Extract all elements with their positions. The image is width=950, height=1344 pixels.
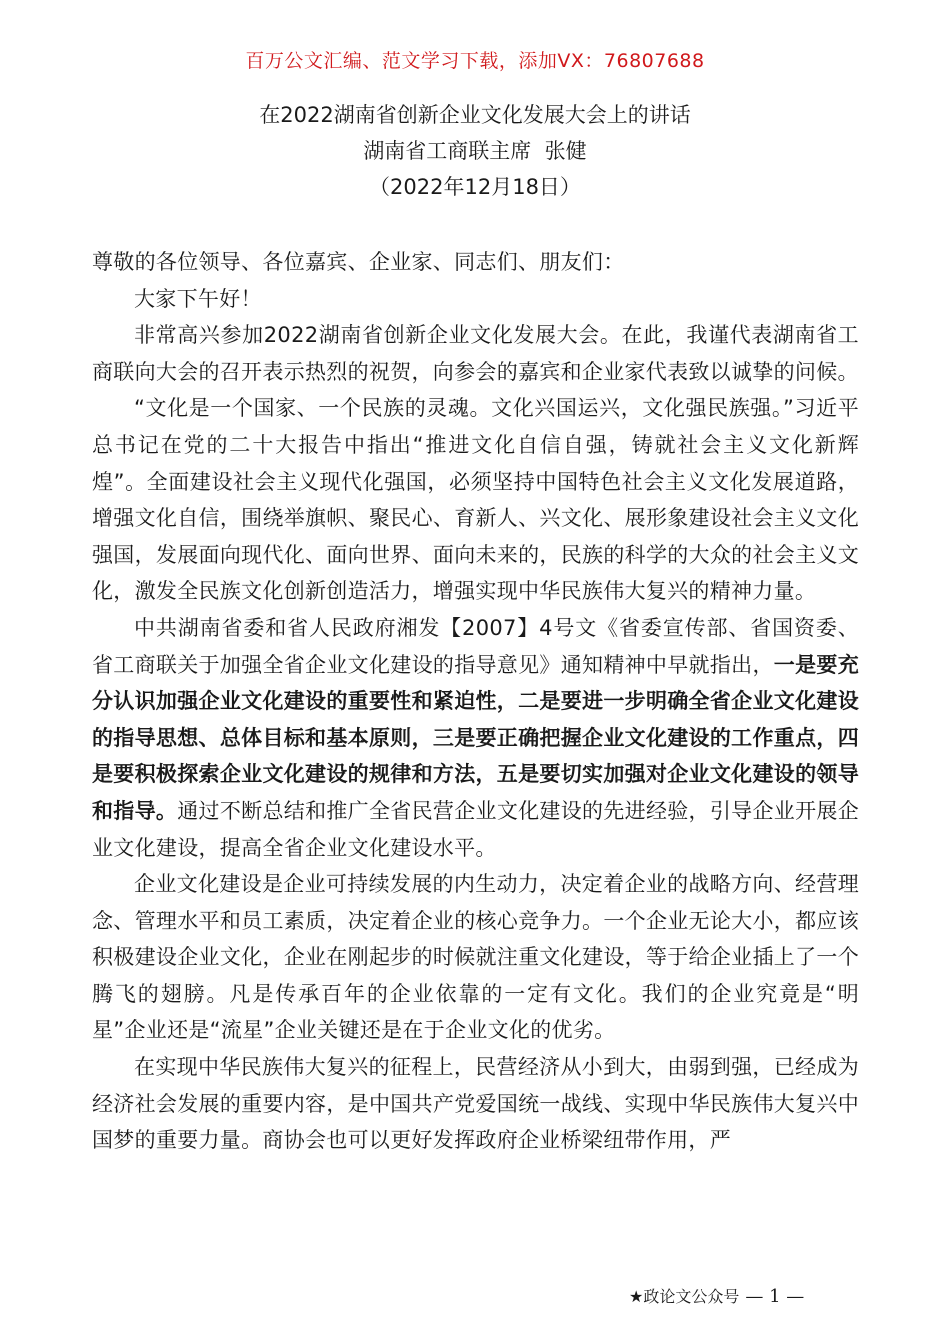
speaker-line: 湖南省工商联主席 张健: [363, 139, 587, 163]
paragraph-3-key-points: 一是要充分认识加强企业文化建设的重要性和紧迫性，二是要进一步明确全省企业文化建设的指导思想、总体目标和基本原则，三是要正确把握企业文化建设的工作重点，四是要积极探索企业文化建设的规律和方法，五是要切实加强对企业文化建设的领导和指导。: [92, 652, 859, 823]
page-number: — 1 —: [745, 1286, 805, 1307]
paragraph-4: 企业文化建设是企业可持续发展的内生动力，决定着企业的战略方向、经营理念、管理水平和员工素质，决定着企业的核心竞争力。一个企业无论大小，都应该积极建设企业文化，企业在刚起步的时候就注重文化建设，等于给企业插上了一个腾飞的翅膀。凡是传承百年的企业依靠的一定有文化。我们的企业究竟是“明星”企业还是“流星”企业关键还是在于企业文化的优劣。: [92, 872, 859, 1043]
speech-date: （2022年12月18日）: [369, 175, 581, 199]
watermark-banner: 百万公文汇编、范文学习下载，添加VX：76807688: [245, 50, 705, 72]
speech-title: 在2022湖南省创新企业文化发展大会上的讲话: [259, 103, 691, 127]
paragraph-3-conclusion: 通过不断总结和推广全省民营企业文化建设的先进经验，引导企业开展企业文化建设，提高全省企业文化建设水平。: [92, 798, 859, 860]
greeting: 大家下午好！: [134, 286, 262, 311]
paragraph-2: “文化是一个国家、一个民族的灵魂。文化兴国运兴，文化强民族强。”习近平总书记在党的二十大报告中指出“推进文化自信自强，铸就社会主义文化新辉煌”。全面建设社会主义现代化强国，必须坚持中国特色社会主义文化发展道路，增强文化自信，围绕举旗帜、聚民心、育新人、兴文化、展形象建设社会主义文化强国，发展面向现代化、面向世界、面向未来的，民族的科学的大众的社会主义文化，激发全民族文化创新创造活力，增强实现中华民族伟大复兴的精神力量。: [92, 396, 859, 604]
footer-label: ★政论文公众号: [629, 1287, 740, 1306]
paragraph-5: 在实现中华民族伟大复兴的征程上，民营经济从小到大，由弱到强，已经成为经济社会发展的重要内容，是中国共产党爱国统一战线、实现中华民族伟大复兴中国梦的重要力量。商协会也可以更好发挥政府企业桥梁纽带作用，严: [92, 1055, 859, 1153]
salutation: 尊敬的各位领导、各位嘉宾、企业家、同志们、朋友们：: [92, 250, 625, 274]
paragraph-3: [92, 610, 859, 866]
speech-body: [92, 244, 859, 1159]
page-footer: [629, 1284, 804, 1307]
paragraph-3-intro: 中共湖南省委和省人民政府湘发【2007】4号文《省委宣传部、省国资委、省工商联关于加强全省企业文化建设的指导意见》通知精神中早就指出，: [92, 615, 859, 677]
title-block: [0, 97, 950, 205]
paragraph-1: 非常高兴参加2022湖南省创新企业文化发展大会。在此，我谨代表湖南省工商联向大会的召开表示热烈的祝贺，向参会的嘉宾和企业家代表致以诚挚的问候。: [92, 323, 859, 384]
